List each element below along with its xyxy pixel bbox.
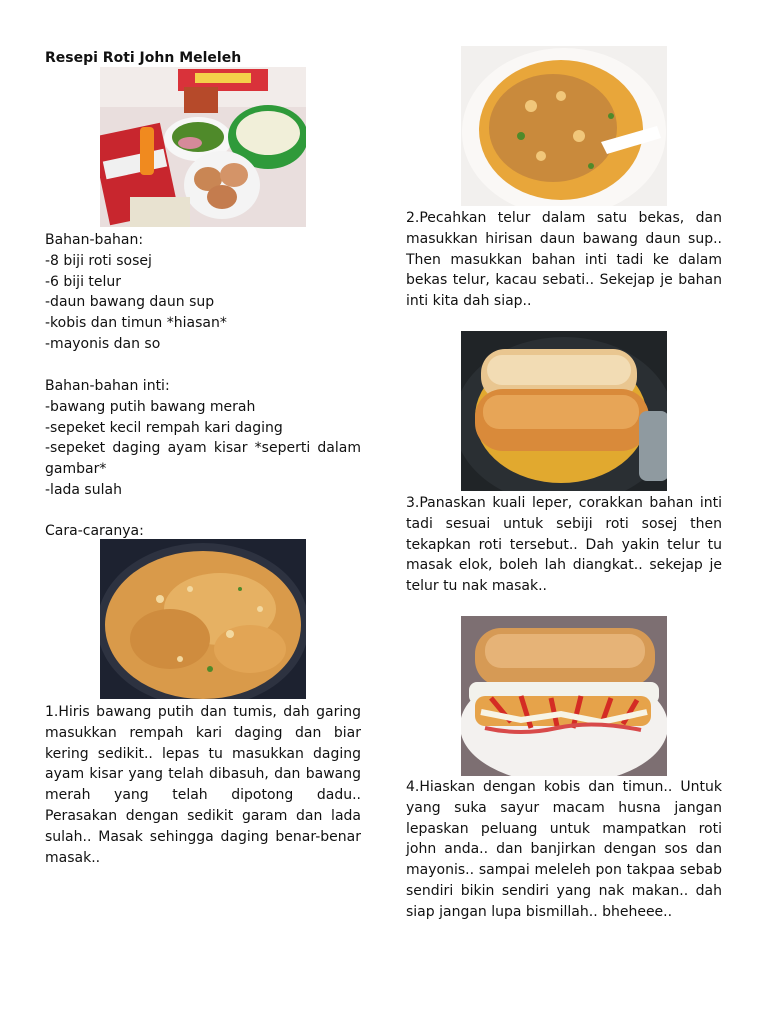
filling-heading: Bahan-bahan inti: [45,378,170,394]
step4-photo [461,616,667,776]
ingredient-item: -6 biji telur [45,273,122,290]
filling-item: -sepeket kecil rempah kari daging [45,419,283,436]
filling-item: -lada sulah [45,481,122,498]
step3-photo [461,331,667,491]
ingredients-photo [100,67,306,227]
page-title: Resepi Roti John Meleleh [45,50,242,66]
step2-photo [461,46,667,206]
ingredient-item: -kobis dan timun *hiasan* [45,315,227,332]
ingredients-list [45,230,361,355]
filling-list [45,376,361,501]
ingredients-heading: Bahan-bahan: [45,232,144,248]
step-2: 2.Pecahkan telur dalam satu bekas, dan masukkan hirisan daun bawang daun sup.. Then masukkan bahan inti tadi ke dalam bekas telur, kacau sebati.. Sekejap je bahan inti kita dah siap.. [406,210,722,310]
ingredient-item: -mayonis dan so [45,335,161,352]
ingredient-item: -daun bawang daun sup [45,294,215,311]
step-4: 4.Hiaskan dengan kobis dan timun.. Untuk yang suka sayur macam husna jangan lepaskan peluang untuk mampatkan roti john anda.. dan banjirkan dengan sos dan mayonis.. sampai meleleh pon takpaa sebab sendiri bikin sendiri yang nak makan.. dah siap jangan lupa bismillah.. bheheee.. [406,779,722,920]
method-heading: Cara-caranya: [45,523,144,539]
ingredient-item: -8 biji roti sosej [45,252,152,269]
step1-photo [100,539,306,699]
step-1: 1.Hiris bawang putih dan tumis, dah garing masukkan rempah kari daging dan biar kering sedikit.. lepas tu masukkan daging ayam kisar yang telah dibasuh, dan bawang merah yang telah dipotong dadu.. Perasakan dengan sedikit garam dan lada sulah.. Masak sehingga daging benar-benar masak.. [45,704,361,866]
filling-item: -bawang putih bawang merah [45,398,256,415]
filling-item: -sepeket daging ayam kisar *seperti dalam gambar* [45,440,361,478]
step-3: 3.Panaskan kuali leper, corakkan bahan inti tadi sesuai untuk sebiji roti sosej then tekapkan roti tersebut.. Dah yakin telur tu masak elok, boleh lah diangkat.. sekejap je telur tu nak masak.. [406,495,722,595]
